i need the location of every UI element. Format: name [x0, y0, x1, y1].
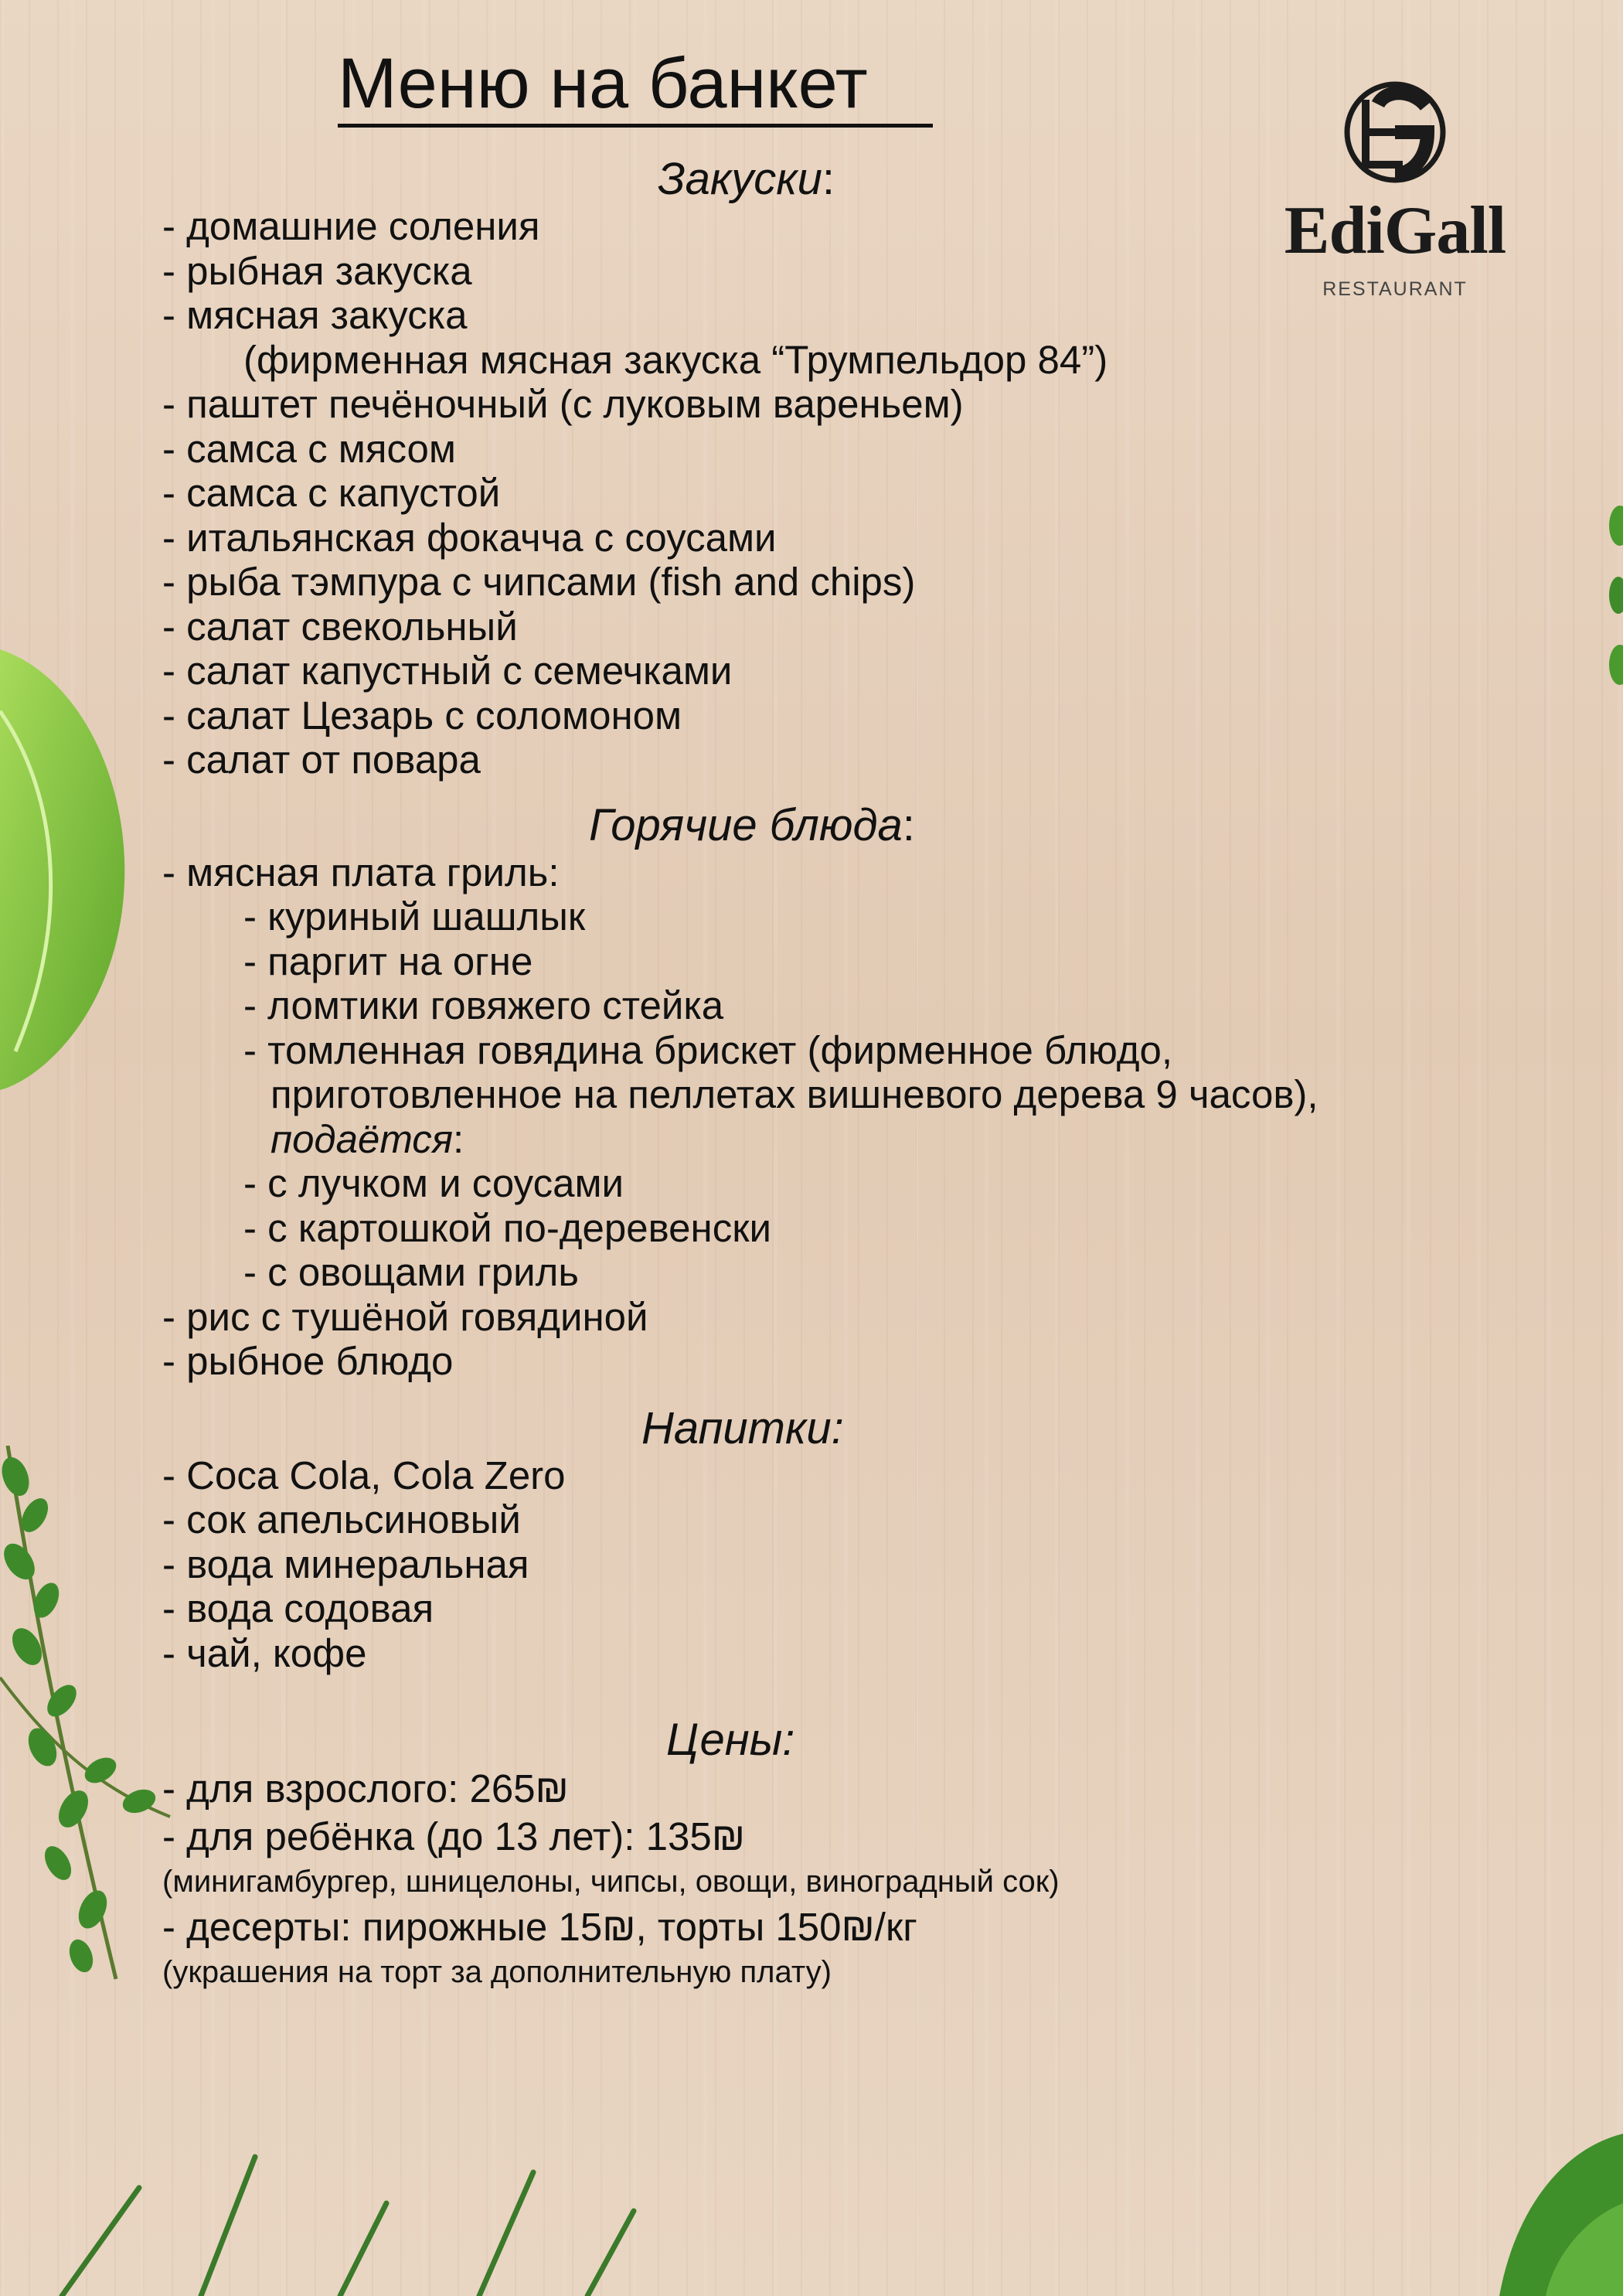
list-item: (фирменная мясная закуска “Трумпельдор 84”) — [243, 337, 1108, 382]
list-item: - куриный шашлык — [243, 894, 586, 938]
list-item: - итальянская фокачча с соусами — [162, 515, 777, 560]
prices-list — [162, 1765, 1523, 1994]
hot-dishes-list — [162, 850, 1523, 1384]
basil-leaf-left-decoration — [0, 618, 139, 1098]
list-item: - Coca Cola, Cola Zero — [162, 1453, 566, 1497]
list-item: - вода содовая — [162, 1586, 434, 1630]
price-desserts: - десерты: пирожные 15₪, торты 150₪/кг — [162, 1905, 917, 1949]
section-title: Цены: — [666, 1715, 795, 1765]
list-item: - с овощами гриль — [243, 1250, 579, 1294]
list-item: - сок апельсиновый — [162, 1497, 521, 1541]
section-hot-dishes — [162, 801, 1523, 1384]
list-item: - рис с тушёной говядиной — [162, 1294, 648, 1339]
thyme-sprig-left-decoration — [0, 1446, 178, 1987]
drinks-list — [162, 1453, 1523, 1676]
herb-sprig-right-decoration — [1600, 495, 1623, 696]
list-item: - салат от повара — [162, 738, 481, 782]
section-title: Горячие блюда: — [589, 799, 915, 850]
cake-decoration-note: (украшения на торт за дополнительную плату) — [162, 1955, 832, 1989]
list-item: - домашние соления — [162, 204, 540, 248]
menu-title: Меню на банкет — [338, 48, 933, 128]
section-drinks — [162, 1404, 1523, 1676]
list-item: приготовленное на пеллетах вишневого дерева 9 часов), — [270, 1072, 1318, 1116]
logo-name: EdiGall — [1284, 193, 1506, 268]
child-menu-note: (минигамбургер, шницелоны, чипсы, овощи, виноградный сок) — [162, 1865, 1060, 1899]
appetizers-list — [162, 204, 1523, 782]
list-item: - рыба тэмпура с чипсами (fish and chips) — [162, 560, 916, 604]
list-item: - с лучком и соусами — [243, 1161, 624, 1205]
section-title: Напитки: — [641, 1402, 844, 1453]
list-item: - ломтики говяжего стейка — [243, 983, 724, 1027]
section-title: Закуски: — [658, 154, 835, 204]
rosemary-bottom-decoration — [0, 2141, 696, 2296]
list-item: - самса с мясом — [162, 426, 456, 471]
list-item: - чай, кофе — [162, 1630, 367, 1675]
list-item: - паргит на огне — [243, 938, 533, 983]
logo-subtitle: RESTAURANT — [1322, 278, 1468, 300]
menu-content — [162, 155, 1523, 1994]
list-item: - рыбная закуска — [162, 248, 472, 293]
list-item: - мясная закуска — [162, 293, 468, 337]
leaves-bottom-right-decoration — [1468, 2118, 1623, 2296]
price-child: - для ребёнка (до 13 лет): 135₪ — [162, 1814, 745, 1858]
list-item: - вода минеральная — [162, 1541, 529, 1586]
list-item: - паштет печёночный (с луковым вареньем) — [162, 382, 964, 426]
list-item: - салат Цезарь с соломоном — [162, 693, 682, 738]
list-item: подаётся: — [270, 1116, 464, 1161]
price-adult: - для взрослого: 265₪ — [162, 1766, 569, 1811]
section-prices — [162, 1715, 1523, 1994]
list-item: - томленная говядина брискет (фирменное блюдо, — [243, 1027, 1173, 1072]
list-item: - самса с капустой — [162, 471, 501, 515]
list-item: - салат капустный с семечками — [162, 649, 733, 693]
section-appetizers — [162, 155, 1523, 782]
list-item: - рыбное блюдо — [162, 1339, 454, 1383]
list-item: - мясная плата гриль: — [162, 850, 560, 894]
list-item: - с картошкой по-деревенски — [243, 1205, 771, 1250]
list-item: - салат свекольный — [162, 604, 518, 649]
